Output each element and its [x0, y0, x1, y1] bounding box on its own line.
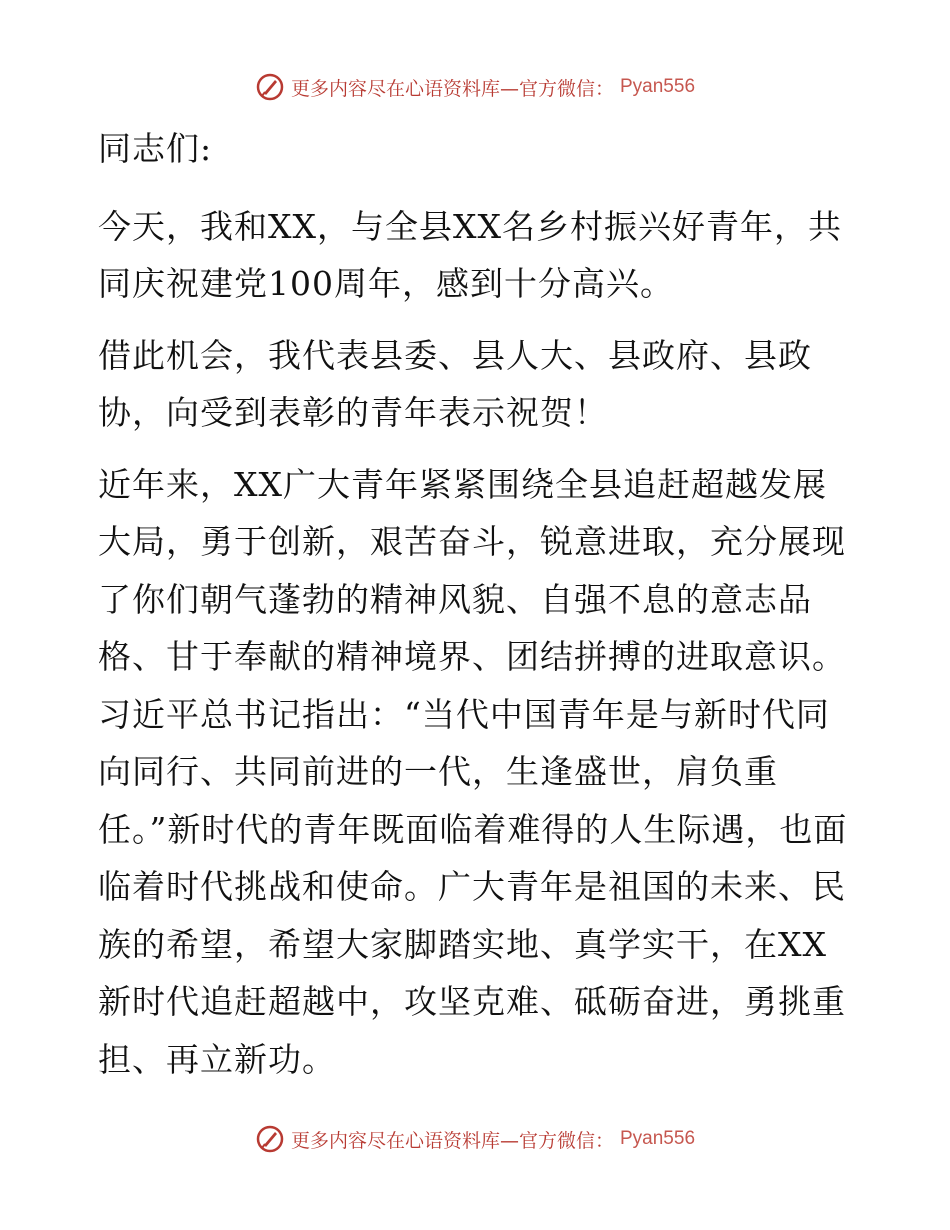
footer-banner-text: 更多内容尽在心语资料库—官方微信： — [290, 1129, 614, 1152]
red-quill-emblem-icon — [255, 72, 285, 102]
paragraph-3: 近年来，XX广大青年紧紧围绕全县追赶超越发展大局，勇于创新，艰苦奋斗，锐意进取，充分展现了你们朝气蓬勃的精神风貌、自强不息的意志品格、甘于奉献的精神境界、团结拼搏的进取意识。习近平总书记指出：“当代中国青年是与新时代同向同行、共同前进的一代，生逢盛世，肩负重任。”新时代的青年既面临着难得的人生际遇，也面临着时代挑战和使命。广大青年是祖国的未来、民族的希望，希望大家脚踏实地、真学实干，在XX新时代追赶超越中，攻坚克难、砥砺奋进，勇挑重担、再立新功。 — [98, 464, 848, 1079]
footer-watermark-banner — [0, 1124, 950, 1154]
red-quill-emblem-icon — [255, 1124, 285, 1154]
document-body — [98, 120, 858, 1088]
paragraph-1: 今天，我和XX，与全县XX名乡村振兴好青年，共同庆祝建党100周年，感到十分高兴。 — [98, 206, 842, 303]
footer-banner-handle: Pyan556 — [620, 1128, 696, 1149]
paragraph-2: 借此机会，我代表县委、县人大、县政府、县政协，向受到表彰的青年表示祝贺！ — [98, 335, 812, 432]
greeting: 同志们: — [98, 129, 213, 168]
header-watermark-banner — [0, 72, 950, 102]
header-banner-handle: Pyan556 — [620, 76, 696, 97]
header-banner-text: 更多内容尽在心语资料库—官方微信： — [290, 77, 614, 100]
